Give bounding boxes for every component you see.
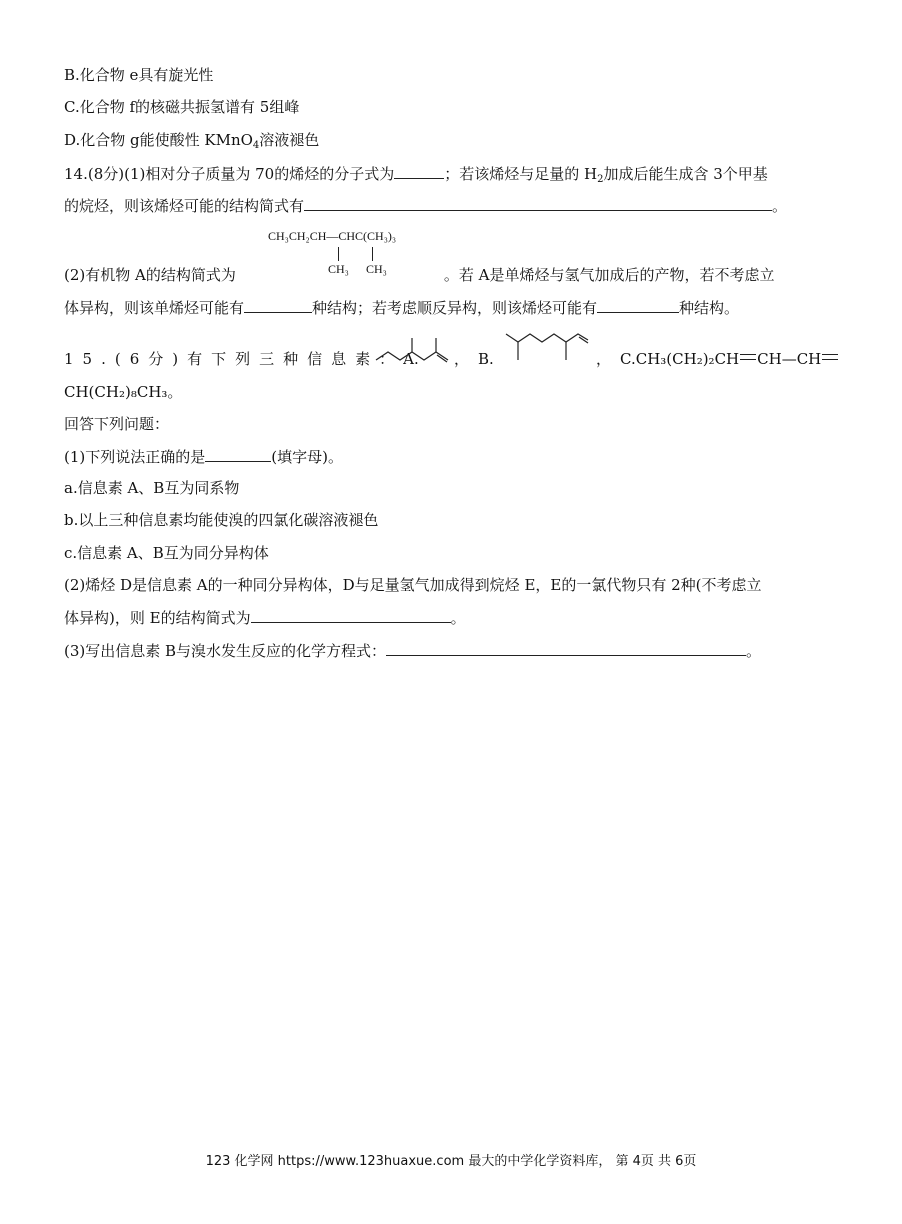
q15-label-a: A. xyxy=(403,350,419,368)
q15-line10 xyxy=(64,640,761,661)
q15-blank-equation[interactable] xyxy=(386,640,746,656)
structure-a-bond-1 xyxy=(338,247,339,261)
q15-line3: 回答下列问题： xyxy=(64,415,170,433)
option-d-subscript: 4 xyxy=(252,140,260,151)
option-d xyxy=(64,130,319,150)
q14-line1-b: ；若该烯烃与足量的 H xyxy=(444,165,598,183)
q14-line1-a: 14.(8分)(1)相对分子质量为 70的烯烃的分子式为 xyxy=(64,165,395,183)
q14-line4-a: 体异构，则该单烯烃可能有 xyxy=(64,299,245,317)
q14-line3 xyxy=(64,265,774,285)
q15-blank-structure-e[interactable] xyxy=(251,607,451,623)
q15-line9 xyxy=(64,607,466,628)
q15-line10-end: 。 xyxy=(746,642,762,660)
q15-line10-a: (3)写出信息素 B与溴水发生反应的化学方程式： xyxy=(64,642,387,660)
q14-line4 xyxy=(64,297,739,318)
q15-comma-2: ， xyxy=(596,350,612,368)
option-b: B.化合物 e具有旋光性 xyxy=(64,66,214,84)
skeletal-structure-a xyxy=(374,334,450,366)
q14-line2 xyxy=(64,195,787,216)
q15-line1-a: 15.(6分)有下列三种信息素： xyxy=(64,350,404,368)
q15-line2: CH(CH₂)₈CH₃。 xyxy=(64,383,183,401)
q15-line9-end: 。 xyxy=(450,609,466,627)
q15-line4-a: (1)下列说法正确的是 xyxy=(64,448,206,466)
q14-blank-count1[interactable] xyxy=(244,297,312,313)
q15-formula-c-a: C.CH₃(CH₂)₂CH xyxy=(620,350,740,368)
q15-choice-b: b.以上三种信息素均能使溴的四氯化碳溶液褪色 xyxy=(64,511,379,529)
double-bond-2 xyxy=(822,354,838,360)
q15-choice-c: c.信息素 A、B互为同分异构体 xyxy=(64,544,269,562)
q14-line1 xyxy=(64,163,768,184)
q15-choice-a: a.信息素 A、B互为同系物 xyxy=(64,479,240,497)
q14-line1-sub: 2 xyxy=(597,174,604,185)
structure-a-methyl-1: CH₃ xyxy=(328,262,349,276)
double-bond-1 xyxy=(740,354,756,360)
q14-line2-end: 。 xyxy=(772,197,788,215)
q15-line4 xyxy=(64,446,343,467)
q15-label-b: B. xyxy=(478,350,494,368)
q15-formula-c xyxy=(620,349,839,369)
option-d-text: D.化合物 g能使酸性 KMnO xyxy=(64,131,253,149)
option-c: C.化合物 f的核磁共振氢谱有 5组峰 xyxy=(64,98,300,116)
structure-a-main: CH₃CH₂CH—CHC(CH₃)₃ xyxy=(268,229,397,243)
q15-line8: (2)烯烃 D是信息素 A的一种同分异构体，D与足量氢气加成得到烷烃 E，E的一氯代物只有 2种(不考虑立 xyxy=(64,576,762,594)
q14-blank-structures[interactable] xyxy=(304,195,772,211)
q14-line4-b: 种结构；若考虑顺反异构，则该烯烃可能有 xyxy=(312,299,598,317)
q14-line3-b: 。若 A是单烯烃与氢气加成后的产物，若不考虑立 xyxy=(443,266,775,284)
q14-line2-a: 的烷烃，则该烯烃可能的结构简式有 xyxy=(64,197,305,215)
structure-a-bond-2 xyxy=(372,247,373,261)
q15-line9-a: 体异构)，则 E的结构简式为 xyxy=(64,609,251,627)
q15-line4-b: (填字母)。 xyxy=(271,448,343,466)
q15-formula-c-b: CH—CH xyxy=(757,350,822,368)
q14-blank-count2[interactable] xyxy=(597,297,679,313)
q15-comma-1: ， xyxy=(454,350,470,368)
page-footer: 123 化学网 https://www.123huaxue.com 最大的中学化学资料库， 第 4页 共 6页 xyxy=(205,1154,697,1169)
q15-line1-label xyxy=(64,349,419,369)
structure-a-methyl-2: CH₃ xyxy=(366,262,387,276)
q14-line4-c: 种结构。 xyxy=(679,299,740,317)
skeletal-structure-b xyxy=(504,328,590,368)
q14-line1-c: 加成后能生成含 3个甲基 xyxy=(603,165,768,183)
option-d-text-end: 溶液褪色 xyxy=(259,131,320,149)
q14-line3-a: (2)有机物 A的结构简式为 xyxy=(64,266,236,284)
q15-blank-choice[interactable] xyxy=(205,446,271,462)
q14-blank-formula[interactable] xyxy=(394,163,444,179)
